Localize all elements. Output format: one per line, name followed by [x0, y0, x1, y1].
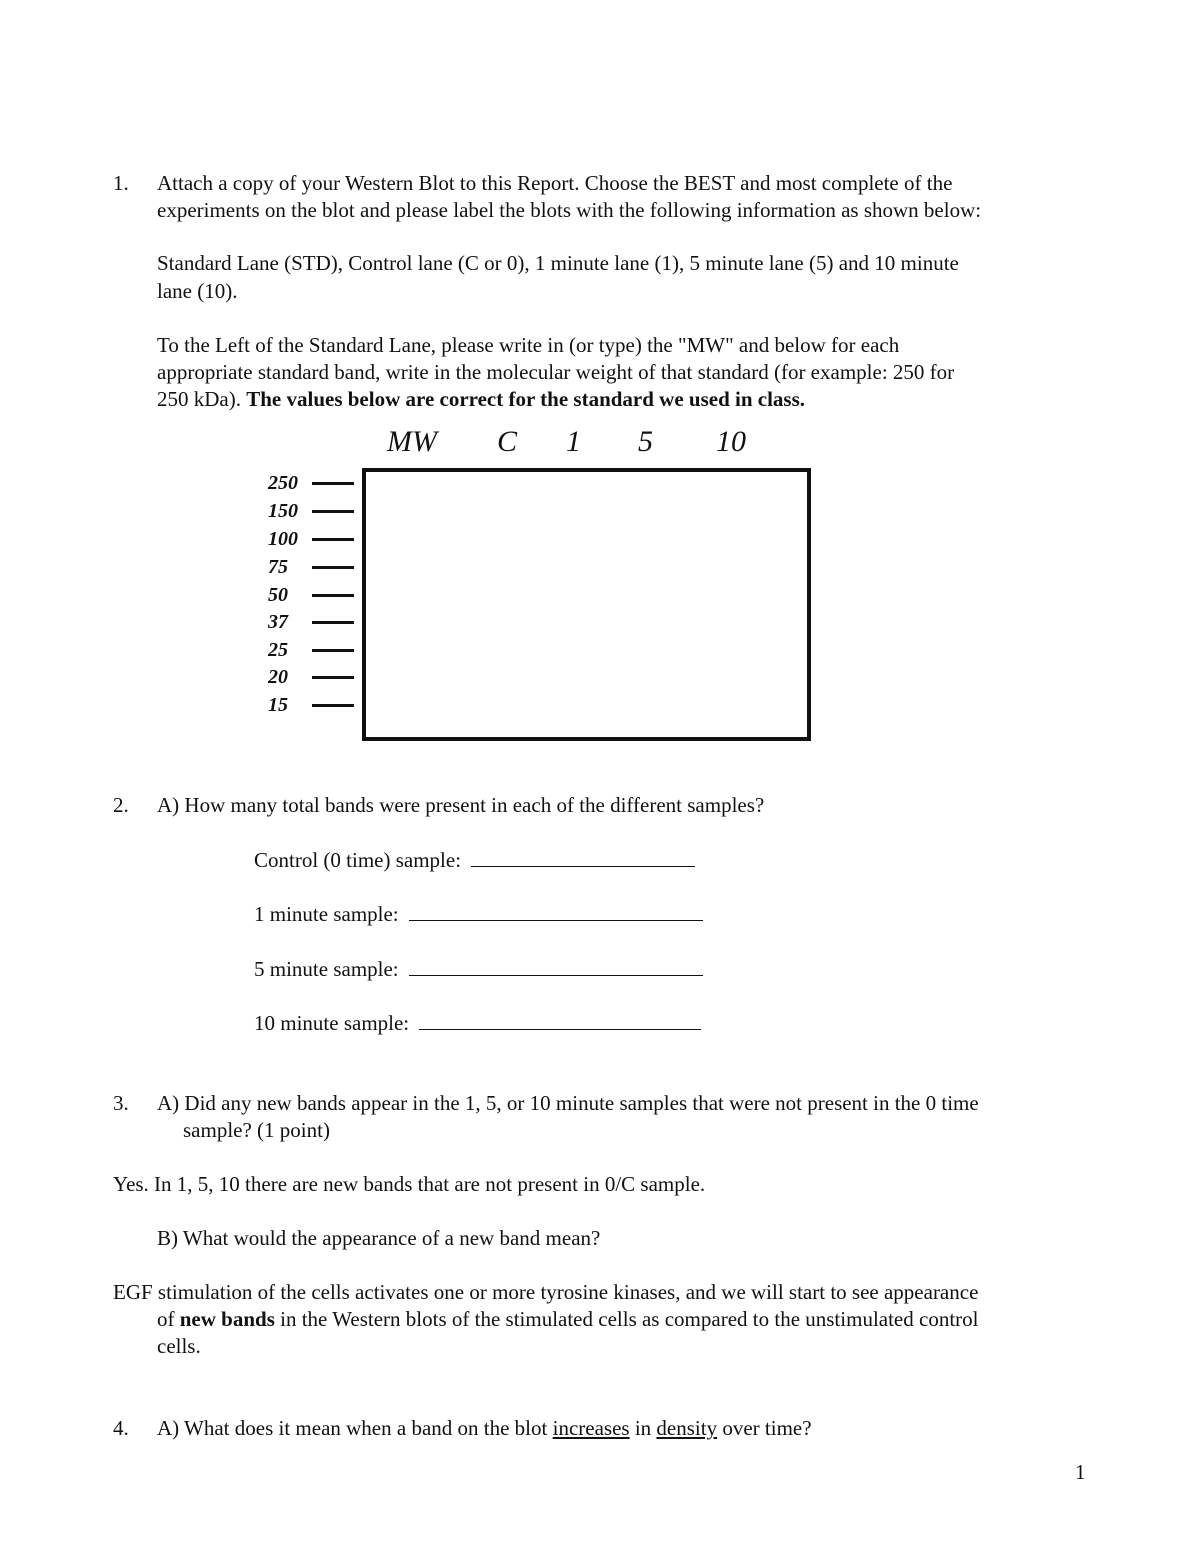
q4-number: 4. — [113, 1416, 129, 1440]
q4-mid: in — [629, 1416, 657, 1440]
mw-tick — [312, 649, 354, 652]
q4-underline-increases: increases — [552, 1416, 630, 1440]
mw-marker-100 — [264, 528, 358, 550]
lane-label-1: 1 — [566, 425, 581, 458]
q3-a-line2: sample? (1 point) — [183, 1118, 330, 1142]
mw-tick — [312, 566, 354, 569]
mw-tick — [312, 594, 354, 597]
mw-marker-25 — [264, 639, 358, 661]
q2-number: 2. — [113, 793, 129, 817]
answer-blank[interactable] — [419, 1009, 701, 1030]
mw-tick — [312, 676, 354, 679]
q3-number: 3. — [113, 1091, 129, 1115]
lane-label-5: 5 — [638, 425, 653, 458]
blot-frame — [362, 468, 811, 741]
mw-marker-150 — [264, 500, 358, 522]
q3-b-answer-line3: cells. — [157, 1334, 201, 1358]
q1-para3-line3 — [157, 386, 805, 413]
q1-para2-line1: Standard Lane (STD), Control lane (C or 0), 1 minute lane (1), 5 minute lane (5) and 10 minute — [157, 251, 959, 275]
q3-a-answer: Yes. In 1, 5, 10 there are new bands that are not present in 0/C sample. — [113, 1172, 706, 1196]
q2-sample-5min — [254, 955, 703, 983]
mw-value: 20 — [268, 666, 288, 688]
sample-label: Control (0 time) sample: — [254, 848, 462, 872]
mw-value: 25 — [268, 639, 288, 661]
q4-question — [157, 1415, 812, 1442]
lane-label-mw: MW — [387, 425, 437, 458]
q4-underline-density: density — [656, 1416, 718, 1440]
mw-value: 75 — [268, 556, 288, 578]
q3-b-answer-line2-pre: of — [157, 1307, 180, 1331]
mw-value: 150 — [268, 500, 298, 522]
mw-value: 50 — [268, 584, 288, 606]
mw-tick — [312, 538, 354, 541]
mw-value: 15 — [268, 694, 288, 716]
q2-sample-10min — [254, 1009, 701, 1037]
mw-marker-75 — [264, 556, 358, 578]
mw-marker-20 — [264, 666, 358, 688]
lane-label-c: C — [497, 425, 518, 458]
q1-line1: Attach a copy of your Western Blot to this Report. Choose the BEST and most complete of the — [157, 171, 953, 195]
q2-question: A) How many total bands were present in each of the different samples? — [157, 793, 765, 817]
q3-b-answer-line2 — [157, 1306, 978, 1333]
q1-line2: experiments on the blot and please label the blots with the following information as shown below: — [157, 198, 982, 222]
q1-para3-line3-bold: The values below are correct for the standard we used in class. — [246, 387, 806, 411]
q3-b-answer-line1: EGF stimulation of the cells activates one or more tyrosine kinases, and we will start to see appearance — [113, 1280, 979, 1304]
mw-tick — [312, 482, 354, 485]
q3-a-line1: A) Did any new bands appear in the 1, 5, or 10 minute samples that were not present in the 0 time — [157, 1091, 979, 1115]
mw-tick — [312, 704, 354, 707]
mw-marker-250 — [264, 472, 358, 494]
answer-blank[interactable] — [409, 955, 703, 976]
q1-para3-line2: appropriate standard band, write in the molecular weight of that standard (for example: 250 for — [157, 360, 955, 384]
answer-blank[interactable] — [471, 846, 695, 867]
sample-label: 10 minute sample: — [254, 1011, 410, 1035]
page-number: 1 — [1075, 1460, 1086, 1484]
mw-marker-50 — [264, 584, 358, 606]
lane-label-10: 10 — [716, 425, 746, 458]
mw-value: 37 — [268, 611, 288, 633]
q1-para3-line1: To the Left of the Standard Lane, please write in (or type) the "MW" and below for each — [157, 333, 900, 357]
q1-number: 1. — [113, 171, 129, 195]
q3-b-answer-line2-post: in the Western blots of the stimulated cells as compared to the unstimulated control — [274, 1307, 979, 1331]
q2-sample-control — [254, 846, 695, 874]
mw-tick — [312, 510, 354, 513]
mw-value: 100 — [268, 528, 298, 550]
q3-b-question: B) What would the appearance of a new band mean? — [157, 1226, 601, 1250]
mw-tick — [312, 621, 354, 624]
mw-value: 250 — [268, 472, 298, 494]
q4-pre: A) What does it mean when a band on the blot — [157, 1416, 553, 1440]
q1-para3-line3-plain: 250 kDa). — [157, 387, 247, 411]
q1-para2-line2: lane (10). — [157, 279, 238, 303]
sample-label: 5 minute sample: — [254, 957, 399, 981]
answer-blank[interactable] — [409, 900, 703, 921]
q2-sample-1min — [254, 900, 703, 928]
q4-post: over time? — [717, 1416, 812, 1440]
sample-label: 1 minute sample: — [254, 902, 399, 926]
mw-marker-37 — [264, 611, 358, 633]
q3-b-answer-line2-bold: new bands — [179, 1307, 275, 1331]
mw-marker-15 — [264, 694, 358, 716]
